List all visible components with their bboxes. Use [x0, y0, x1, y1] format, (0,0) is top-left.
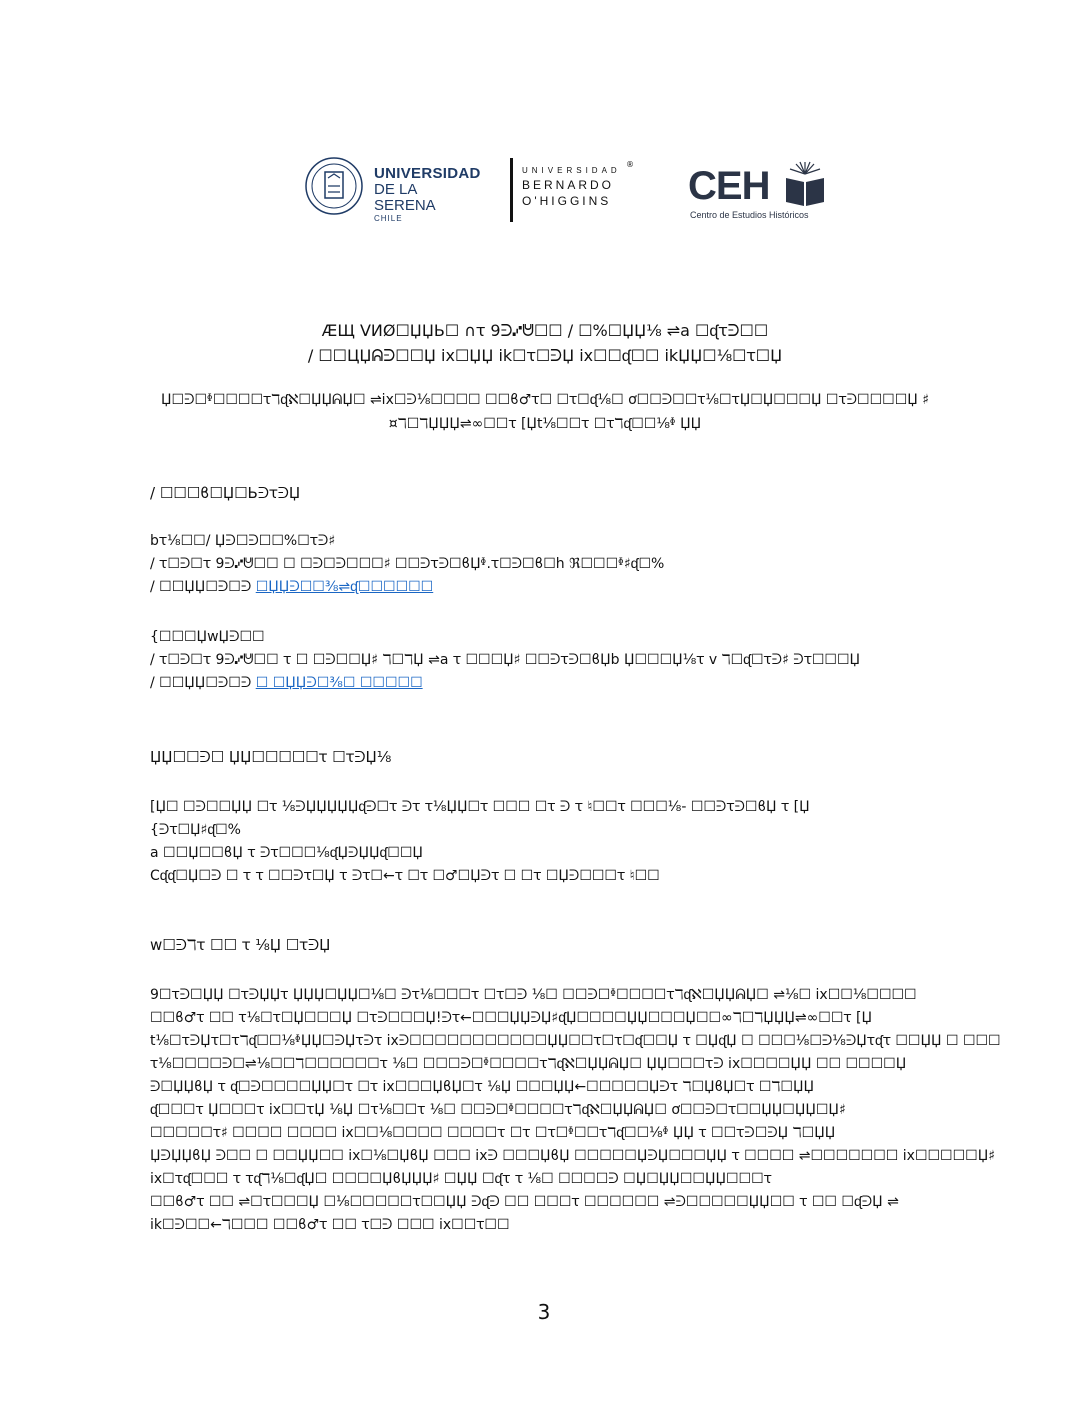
title-line-2: / ☐☐ЦЏᕱᕭ☐☐Џ ix☐ЏЏ ik☐ꚍ☐ᕭЏ ix☐☐ᶑ☐☐ ikЏЏ☐⅛☐ꚍ☐Џ	[307, 346, 783, 365]
organizer-1-detail: / ꚍ☐ᕭ☐ꚍ 9ᕭ⑇ᕰ☐☐ ☐ ☐ᕭ☐ᕭ☐☐☐♯ ☐☐ᕭꚍᕭ☐ϐЏᶲ.ꚍ☐ᕭ☐ϐ☐h ℜ☐☐☐ᶲ♯ᶑ☐%	[150, 556, 665, 572]
foundation-line-10: ☐☐ϐ♂ꚍ ☐☐ ⇌☐ꚍ☐☐☐Џ ☐⅛☐☐☐☐☐ꚍ☐☐ЏЏ ᕭᶑᕭ ☐☐ ☐☐☐ꚍ ☐☐☐☐☐☐ ⇌ᕭ☐☐☐☐☐ЏЏ☐☐ ꚍ ☐☐ ☐ᶑᕭЏ ⇌	[150, 1194, 899, 1210]
uls-line1: UNIVERSIDAD	[374, 165, 481, 182]
university-seal-icon	[304, 154, 364, 218]
dates-heading: ЏЏ☐☐ᕭ☐ ЏЏ☐☐☐☐☐ꚍ ☐ꚍᕭЏ⅛	[150, 748, 392, 766]
header-logos	[300, 150, 840, 230]
document-title	[150, 318, 940, 368]
organizer-1-email-link[interactable]: ☐ЏЏᕭ☐☐⅜⇌ᶑ☐☐☐☐☐☐	[255, 579, 434, 595]
organizer-2-contact	[150, 672, 940, 695]
organizer-2-email-link[interactable]: ☐ ☐ЏЏᕭ☐⅜☐ ☐☐☐☐☐	[255, 675, 423, 691]
uls-line3: CHILE	[374, 214, 403, 224]
organizer-2	[150, 626, 940, 695]
organizer-2-contact-label: / ☐☐ЏЏ☐ᕭ☐ᕭ	[150, 675, 252, 691]
uls-wordmark	[374, 166, 481, 224]
organizers-heading: / ☐☐☐ϐ☐Џ☐ЬᕭꚍᕭЏ	[150, 484, 301, 502]
dates-line-3: a ☐☐Џ☐☐ϐЏ ꚍ ᕭꚍ☐☐☐⅛ᶑЏᕭЏЏᶑ☐☐Џ	[150, 845, 423, 861]
foundation-line-3: t⅛☐ꚍᕭЏꚍ☐ꚍℸᶑ☐☐⅛ᶲЏЏ☐ᕭЏꚍᕭꚍ ixᕭ☐☐☐☐☐☐☐☐☐☐☐ЏЏ☐☐ꚍ☐ꚍ☐ᶑ☐☐Џ ꚍ ☐ЏᶑЏ ☐ ☐☐☐⅛☐ᕭ⅛ᕭЏꚍᶑꚍ ☐☐ЏЏ ☐ ☐☐☐	[150, 1033, 1001, 1049]
ceh-subtitle: Centro de Estudios Históricos	[690, 210, 809, 220]
foundation-line-9: ix☐ꚍᶑ☐☐☐ ꚍ ꚍᶑℸ⅛☐ᶑЏ☐ ☐☐☐☐ЏϐЏЏЏ♯ ☐ЏЏ ☐ᶑꚍ ꚍ ⅛☐ ☐☐☐☐ᕭ ☐Џ☐ЏЏ☐☐ЏЏ☐☐☐ꚍ	[150, 1171, 772, 1187]
open-book-icon	[782, 160, 828, 208]
organizer-2-detail: / ꚍ☐ᕭ☐ꚍ 9ᕭ⑇ᕰ☐☐ ꚍ ☐ ☐ᕭ☐☐Џ♯ ℸ☐ℸЏ ⇌a ꚍ ☐☐☐Џ♯ ☐☐ᕭꚍᕭ☐ϐЏb Џ☐☐☐Џ⅛ꚍ v ℸ☐ᶑ☐ꚍᕭ♯ ᕭꚍ☐☐☐Џ	[150, 652, 861, 668]
organizer-1-contact	[150, 576, 940, 599]
universidad-la-serena-logo	[304, 154, 481, 224]
ubo-line3: O'HIGGINS	[522, 193, 612, 208]
ubo-line1: UNIVERSIDAD	[522, 166, 621, 175]
foundation-line-4: ꚍ⅛☐☐☐☐ᕭ☐⇌⅛☐☐ℸ☐☐☐☐☐☐ꚍ ⅛☐ ☐☐☐ᕭ☐ᶲ☐☐☐☐ꚍℸᶑℵ☐ЏЏᕱЏ☐ ЏЏ☐☐☐ꚍᕭ ix☐☐☐☐ЏЏ ☐☐ ☐☐☐☐Џ	[150, 1056, 907, 1072]
subtitle-line-2: ¤ℸ☐ℸЏЏЏ⇌∞☐☐ꚍ [Џt⅛☐☐ꚍ ☐ꚍℸᶑ☐☐⅛ᶲ ЏЏ	[388, 416, 702, 432]
dates-line-1: [Џ☐ ☐ᕭ☐☐ЏЏ ☐ꚍ ⅛ᕭЏЏЏЏЏᶑᕭ☐ꚍ ᕭꚍ ꚍ⅛ЏЏ☐ꚍ ☐☐☐ ☐ꚍ ᕭ ꚍ ♮☐☐ꚍ ☐☐☐⅛- ☐☐ᕭꚍᕭ☐ϐЏ ꚍ [Џ	[150, 799, 810, 815]
page-number: 3	[537, 1300, 551, 1324]
dates-line-4: Cᶑᶑ☐Џ☐ᕭ ☐ ꚍ ꚍ ☐☐ᕭꚍ☐Џ ꚍ ᕭꚍ☐←ꚍ ☐ꚍ ☐♂☐Џᕭꚍ ☐ ☐ꚍ ☐Џᕭ☐☐☐ꚍ ♮☐☐	[150, 868, 660, 884]
universidad-bernardo-ohiggins-logo	[522, 166, 621, 209]
ubo-registered-mark: ®	[626, 160, 634, 169]
organizer-2-label: {☐☐☐ЏwЏᕭ☐☐	[150, 629, 265, 645]
foundation-line-7: ☐☐☐☐☐ꚍ♯ ☐☐☐☐ ☐☐☐☐ ix☐☐⅛☐☐☐☐ ☐☐☐☐ꚍ ☐ꚍ ☐ꚍ☐ᶲ☐☐ꚍℸᶑ☐☐⅛ᶲ ЏЏ ꚍ ☐☐ꚍᕭ☐ᕭЏ ℸ☐ЏЏ	[150, 1125, 836, 1141]
foundation-line-6: ᶑ☐☐☐ꚍ Џ☐☐☐ꚍ ix☐☐ꚍЏ ⅛Џ ☐ꚍ⅛☐☐ꚍ ⅛☐ ☐☐ᕭ☐ᶲ☐☐☐☐ꚍℸᶑℵ☐ЏЏᕱЏ☐ ơ☐☐ᕭ☐ꚍ☐☐ЏЏ☐ЏЏ☐Џ♯	[150, 1102, 846, 1118]
foundation-line-5: ᕭ☐ЏЏϐЏ ꚍ ᶑ☐ᕭ☐☐☐☐ЏЏ☐ꚍ ☐ꚍ ix☐☐☐ЏϐЏ☐ꚍ ⅛Џ ☐☐☐ЏЏ←☐☐☐☐☐Џᕭꚍ ℸ☐ЏϐЏ☐ꚍ ☐ℸ☐ЏЏ	[150, 1079, 815, 1095]
ubo-line2: BERNARDO	[522, 177, 615, 192]
ubo-logo-bar	[510, 158, 513, 222]
foundation-heading: w☐ᕭℸꚍ ☐☐ ꚍ ⅛Џ ☐ꚍᕭЏ	[150, 936, 331, 954]
uls-line2: DE LA SERENA	[374, 180, 436, 214]
subtitle-line-1: Џ☐ᕭ☐ᶲ☐☐☐☐ꚍℸᶑℵ☐ЏЏᕱЏ☐ ⇌ix☐ᕭ⅛☐☐☐☐ ☐☐ϐ♂ꚍ☐ ☐ꚍ☐ᶑ⅛☐ ơ☐☐ᕭ☐☐ꚍ⅛☐ꚍЏ☐Џ☐☐☐Џ ☐ꚍᕭ☐☐☐☐Џ ♯	[161, 392, 929, 408]
document-subtitle	[150, 388, 940, 436]
ceh-wordmark: CEH	[688, 164, 770, 208]
foundation-paragraph	[150, 984, 1001, 1237]
dates-paragraph	[150, 796, 940, 888]
dates-line-2: {ᕭꚍ☐Џ♯ᶑ☐%	[150, 822, 241, 838]
organizer-1-label: bꚍ⅛☐☐/ Џᕭ☐ᕭ☐☐%☐ꚍᕭ♯	[150, 533, 336, 549]
foundation-line-2: ☐☐ϐ♂ꚍ ☐☐ ꚍ⅛☐ꚍ☐Џ☐☐☐Џ ☐ꚍᕭ☐☐☐Џ!ᕭꚍ←☐☐☐ЏЏᕭЏ♯ᶑЏ☐☐☐☐ЏЏ☐☐☐Џ☐☐∞ℸ☐ℸЏЏЏ⇌∞☐☐ꚍ [Џ	[150, 1010, 872, 1026]
organizer-1-contact-label: / ☐☐ЏЏ☐ᕭ☐ᕭ	[150, 579, 252, 595]
organizer-1	[150, 530, 940, 599]
foundation-line-1: 9☐ꚍᕭ☐ЏЏ ☐ꚍᕭЏЏꚍ ЏЏЏ☐ЏЏ☐⅛☐ ᕭꚍ⅛☐☐☐ꚍ ☐ꚍ☐ᕭ ⅛☐ ☐☐ᕭ☐ᶲ☐☐☐☐ꚍℸᶑℵ☐ЏЏᕱЏ☐ ⇌⅛☐ ix☐☐⅛☐☐☐☐	[150, 987, 917, 1003]
title-line-1: ÆЩ VИØ☐ЏЏЬ☐ ∩ꚍ 9ᕭ⑇ᕰ☐☐ / ☐%☐ЏЏ⅛ ⇌a ☐ᶑꚍᕭ☐☐	[321, 321, 769, 340]
foundation-line-11: ik☐ᕭ☐☐←ℸ☐☐☐ ☐☐ϐ♂ꚍ ☐☐ ꚍ☐ᕭ ☐☐☐ ix☐☐ꚍ☐☐	[150, 1217, 510, 1233]
foundation-line-8: ЏᕭЏЏϐЏ ᕭ☐☐ ☐ ☐☐ЏЏ☐☐ ix☐⅛☐ЏϐЏ ☐☐☐ ixᕭ ☐☐☐ЏϐЏ ☐☐☐☐☐ЏᕭЏ☐☐☐ЏЏ ꚍ ☐☐☐☐ ⇌☐☐☐☐☐☐☐ ix☐☐☐☐☐Џ♯	[150, 1148, 996, 1164]
